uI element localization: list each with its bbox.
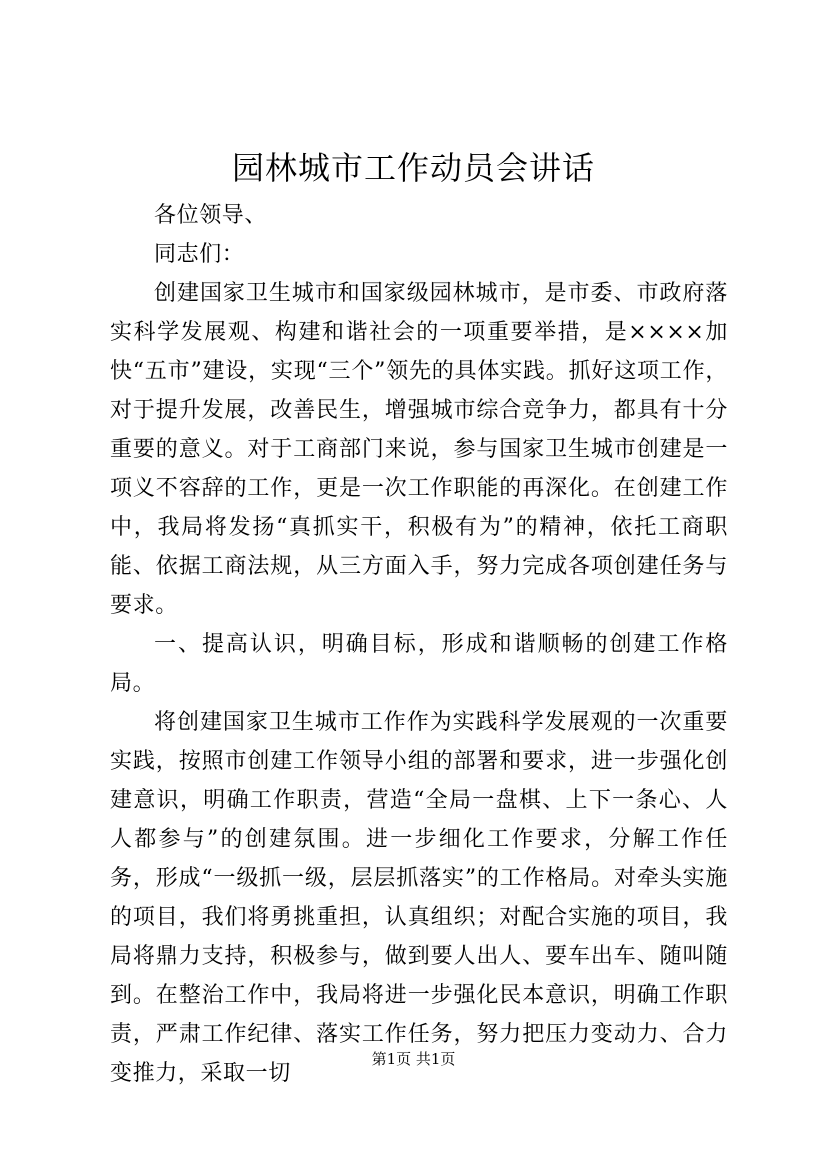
page-number-footer: 第1页 共1页 [371, 1050, 456, 1068]
salutation-leaders: 各位领导、 [154, 203, 268, 228]
salutation-comrades: 同志们： [154, 242, 245, 267]
paragraph-section-1: 将创建国家卫生城市工作作为实践科学发展观的一次重要实践，按照市创建工作领导小组的部署和要求，进一步强化创建意识，明确工作职责，营造“全局一盘棋、上下一条心、人人都参与”的创建氛围。进一步细化工作要求，分解工作任务，形成“一级抓一级，层层抓落实”的工作格局。对牵头实施的项目，我们将勇挑重担，认真组织；对配合实施的项目，我局将鼎力支持，积极参与，做到要人出人、要车出车、随叫随到。在整治工作中，我局将进一步强化民本意识，明确工作职责，严肃工作纪律、落实工作任务，努力把压力变动力、合力变推力，采取一切 [110, 710, 728, 1086]
paragraph-intro: 创建国家卫生城市和国家级园林城市，是市委、市政府落实科学发展观、构建和谐社会的一项重要举措，是××××加快“五市”建设，实现“三个”领先的具体实践。抓好这项工作，对于提升发展，改善民生，增强城市综合竞争力，都具有十分重要的意义。对于工商部门来说，参与国家卫生城市创建是一项义不容辞的工作，更是一次工作职能的再深化。在创建工作中，我局将发扬“真抓实干，积极有为”的精神，依托工商职能、依据工商法规，从三方面入手，努力完成各项创建任务与要求。 [110, 281, 728, 618]
document-title: 园林城市工作动员会讲话 [231, 149, 595, 187]
document-body [110, 196, 728, 1093]
section-heading-1: 一、提高认识，明确目标，形成和谐顺畅的创建工作格局。 [110, 632, 728, 696]
